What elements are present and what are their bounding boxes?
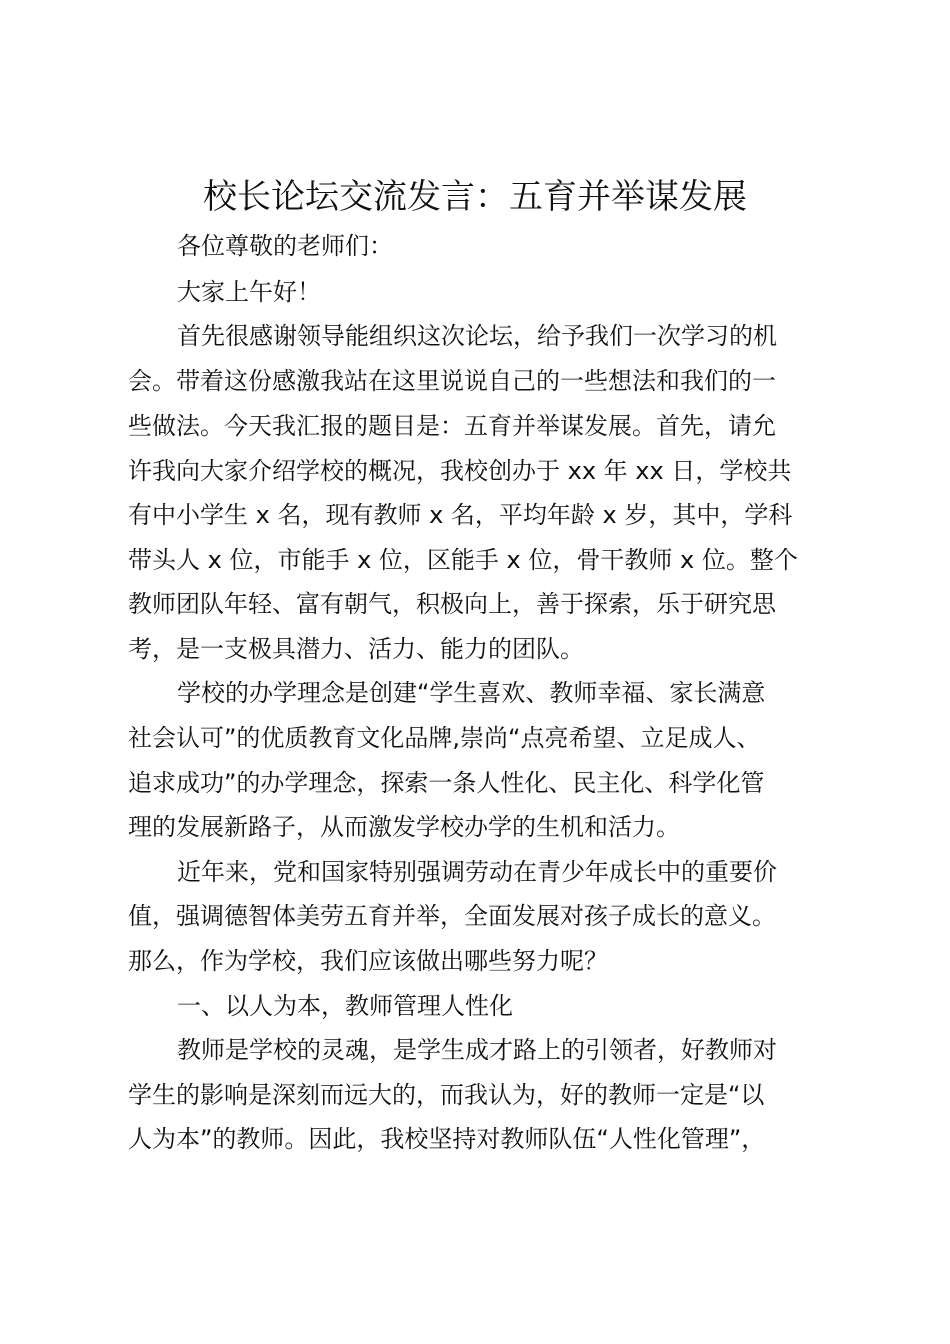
paragraph-line: 人为本”的教师。因此，我校坚持对教师队伍“人性化管理”， (128, 1125, 766, 1153)
paragraph-line: 那么，作为学校，我们应该做出哪些努力呢？ (128, 947, 608, 975)
paragraph-line: 社会认可”的优质教育文化品牌,崇尚“点亮希望、立足成人、 (128, 724, 761, 752)
greeting: 大家上午好！ (177, 278, 321, 306)
paragraph-line: 追求成功”的办学理念，探索一条人性化、民主化、科学化管 (128, 769, 765, 797)
paragraph-line: 教师团队年轻、富有朝气，积极向上，善于探索，乐于研究思 (128, 590, 776, 618)
paragraph-line: 有中小学生 x 名，现有教师 x 名，平均年龄 x 岁，其中，学科 (128, 501, 793, 529)
paragraph-line: 会。带着这份感激我站在这里说说自己的一些想法和我们的一 (128, 367, 776, 395)
salutation: 各位尊敬的老师们： (177, 232, 393, 260)
paragraph-line: 教师是学校的灵魂，是学生成才路上的引领者，好教师对 (177, 1036, 777, 1064)
paragraph-line: 理的发展新路子，从而激发学校办学的生机和活力。 (128, 813, 680, 841)
paragraph-line: 带头人 x 位，市能手 x 位，区能手 x 位，骨干教师 x 位。整个 (128, 546, 798, 574)
paragraph-line: 学生的影响是深刻而远大的，而我认为，好的教师一定是“以 (128, 1081, 765, 1109)
paragraph-line: 学校的办学理念是创建“学生喜欢、教师幸福、家长满意 (177, 679, 766, 707)
paragraph-line: 首先很感谢领导能组织这次论坛，给予我们一次学习的机 (177, 322, 777, 350)
document-title: 校长论坛交流发言：五育并举谋发展 (203, 177, 747, 217)
paragraph-line: 值，强调德智体美劳五育并举，全面发展对孩子成长的意义。 (128, 902, 776, 930)
paragraph-line: 近年来，党和国家特别强调劳动在青少年成长中的重要价 (177, 858, 777, 886)
paragraph-line: 许我向大家介绍学校的概况，我校创办于 xx 年 xx 日，学校共 (128, 457, 792, 485)
paragraph-line: 考，是一支极具潜力、活力、能力的团队。 (128, 635, 584, 663)
section-heading: 一、以人为本，教师管理人性化 (177, 992, 513, 1020)
paragraph-line: 些做法。今天我汇报的题目是：五育并举谋发展。首先，请允 (128, 412, 776, 440)
